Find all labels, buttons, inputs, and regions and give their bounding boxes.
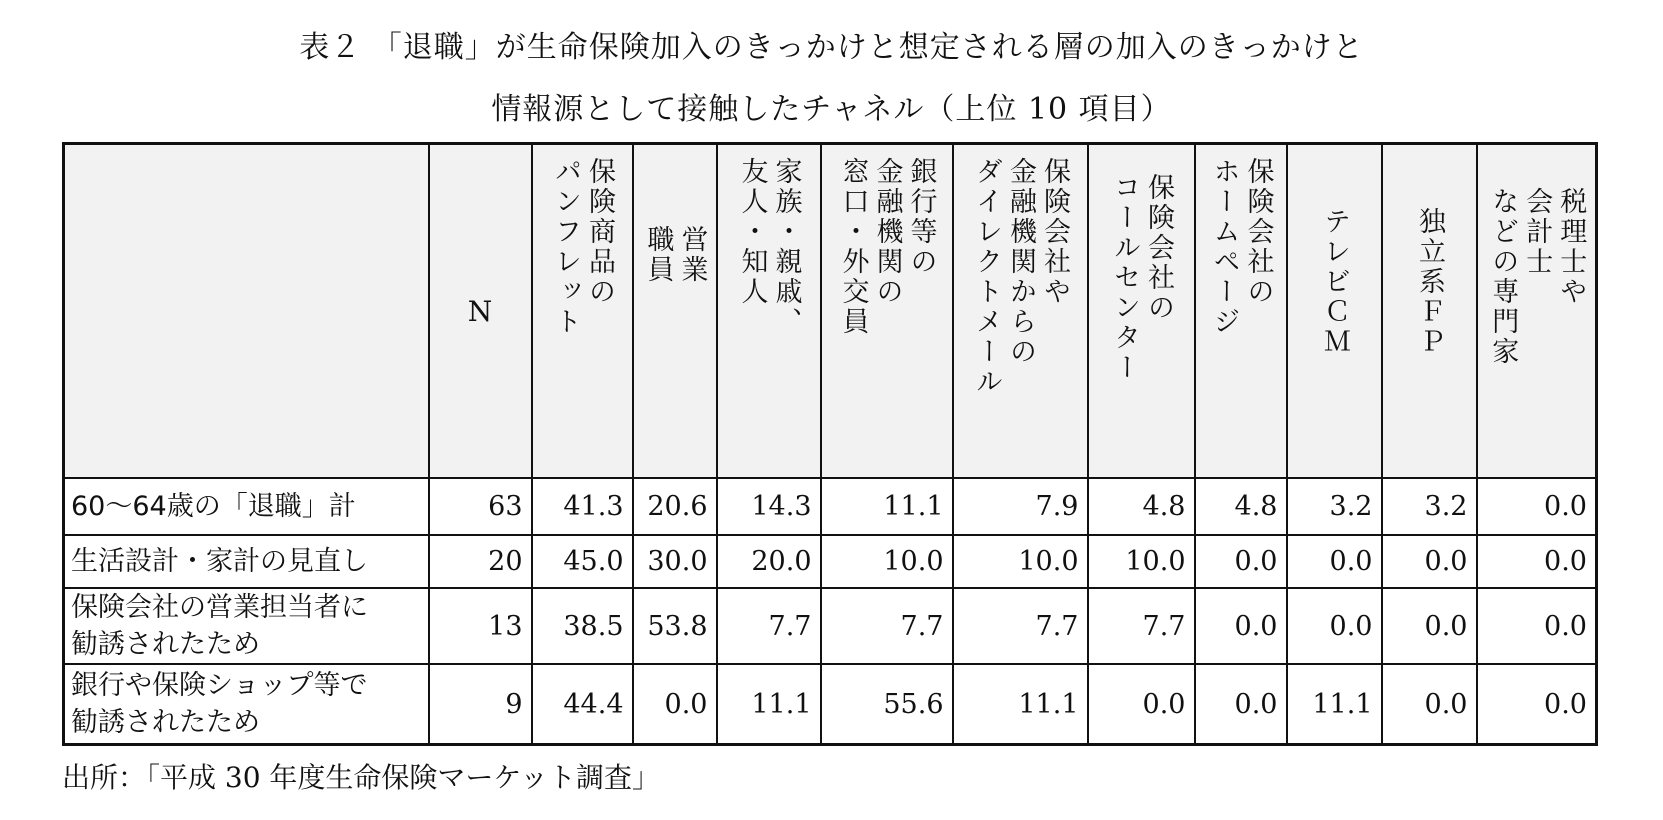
value-cell: 0.0: [1477, 664, 1597, 745]
column-header: [1088, 144, 1195, 479]
table-row: [64, 535, 1597, 588]
column-header-text: 保険会社や 金融機関からの ダイレクトメール: [971, 157, 1070, 397]
table-title-line-1: 表２ 「退職」が生命保険加入のきっかけと想定される層の加入のきっかけと: [299, 30, 1364, 65]
n-cell: 13: [429, 588, 532, 664]
value-cell: 44.4: [532, 664, 633, 745]
n-cell: 20: [429, 535, 532, 588]
column-header-text: 独立系ＦＰ: [1414, 207, 1445, 357]
value-cell: 55.6: [821, 664, 953, 745]
value-cell: 38.5: [532, 588, 633, 664]
column-header-text: テレビＣＭ: [1319, 207, 1350, 357]
corner-cell: [64, 144, 429, 479]
value-cell: 10.0: [821, 535, 953, 588]
row-label: 銀行や保険ショップ等で 勧誘されたため: [64, 664, 429, 745]
value-cell: 53.8: [633, 588, 717, 664]
value-cell: 11.1: [1287, 664, 1382, 745]
header-row: [64, 144, 1597, 479]
value-cell: 0.0: [1195, 535, 1287, 588]
source-note: 出所：「平成 30 年度生命保険マーケット調査」: [62, 761, 661, 794]
column-header-text: 営業 職員: [642, 225, 708, 285]
value-cell: 41.3: [532, 478, 633, 535]
value-cell: 0.0: [1088, 664, 1195, 745]
value-cell: 7.7: [1088, 588, 1195, 664]
value-cell: 0.0: [1195, 664, 1287, 745]
value-cell: 0.0: [1382, 535, 1477, 588]
value-cell: 10.0: [1088, 535, 1195, 588]
table-row: [64, 664, 1597, 745]
n-header: N: [429, 144, 532, 479]
column-header: [1382, 144, 1477, 479]
value-cell: 7.7: [953, 588, 1088, 664]
value-cell: 0.0: [1382, 588, 1477, 664]
column-header: [1477, 144, 1597, 479]
column-header-text: 家族・親戚、 友人・知人: [736, 157, 802, 337]
value-cell: 3.2: [1382, 478, 1477, 535]
column-header: [821, 144, 953, 479]
value-cell: 0.0: [633, 664, 717, 745]
column-header-text: 税理士や 会計士 などの専門家: [1487, 187, 1587, 367]
value-cell: 0.0: [1477, 535, 1597, 588]
value-cell: 0.0: [1287, 535, 1382, 588]
value-cell: 3.2: [1287, 478, 1382, 535]
row-label: 60～64歳の「退職」計: [64, 478, 429, 535]
row-label: 保険会社の営業担当者に 勧誘されたため: [64, 588, 429, 664]
column-header-text: 保険商品の パンフレット: [550, 157, 615, 337]
value-cell: 0.0: [1287, 588, 1382, 664]
value-cell: 11.1: [953, 664, 1088, 745]
table-row: [64, 478, 1597, 535]
column-header: [532, 144, 633, 479]
column-header: [953, 144, 1088, 479]
value-cell: 7.7: [821, 588, 953, 664]
value-cell: 0.0: [1477, 478, 1597, 535]
value-cell: 11.1: [821, 478, 953, 535]
data-table: [62, 142, 1598, 746]
value-cell: 10.0: [953, 535, 1088, 588]
column-header: [1195, 144, 1287, 479]
value-cell: 20.6: [633, 478, 717, 535]
column-header: [633, 144, 717, 479]
value-cell: 0.0: [1477, 588, 1597, 664]
value-cell: 4.8: [1088, 478, 1195, 535]
value-cell: 14.3: [717, 478, 821, 535]
value-cell: 30.0: [633, 535, 717, 588]
value-cell: 4.8: [1195, 478, 1287, 535]
column-header: [1287, 144, 1382, 479]
value-cell: 45.0: [532, 535, 633, 588]
column-header: [717, 144, 821, 479]
value-cell: 0.0: [1195, 588, 1287, 664]
row-label: 生活設計・家計の見直し: [64, 535, 429, 588]
value-cell: 11.1: [717, 664, 821, 745]
column-header-text: 保険会社の コールセンター: [1109, 173, 1174, 383]
n-cell: 63: [429, 478, 532, 535]
column-header-text: 保険会社の ホームページ: [1208, 157, 1274, 337]
table-row: [64, 588, 1597, 664]
value-cell: 7.7: [717, 588, 821, 664]
value-cell: 20.0: [717, 535, 821, 588]
n-cell: 9: [429, 664, 532, 745]
column-header-text: 銀行等の 金融機関の 窓口・外交員: [837, 157, 937, 337]
table-title-line-2: 情報源として接触したチャネル（上位 10 項目）: [491, 92, 1172, 127]
value-cell: 7.9: [953, 478, 1088, 535]
value-cell: 0.0: [1382, 664, 1477, 745]
